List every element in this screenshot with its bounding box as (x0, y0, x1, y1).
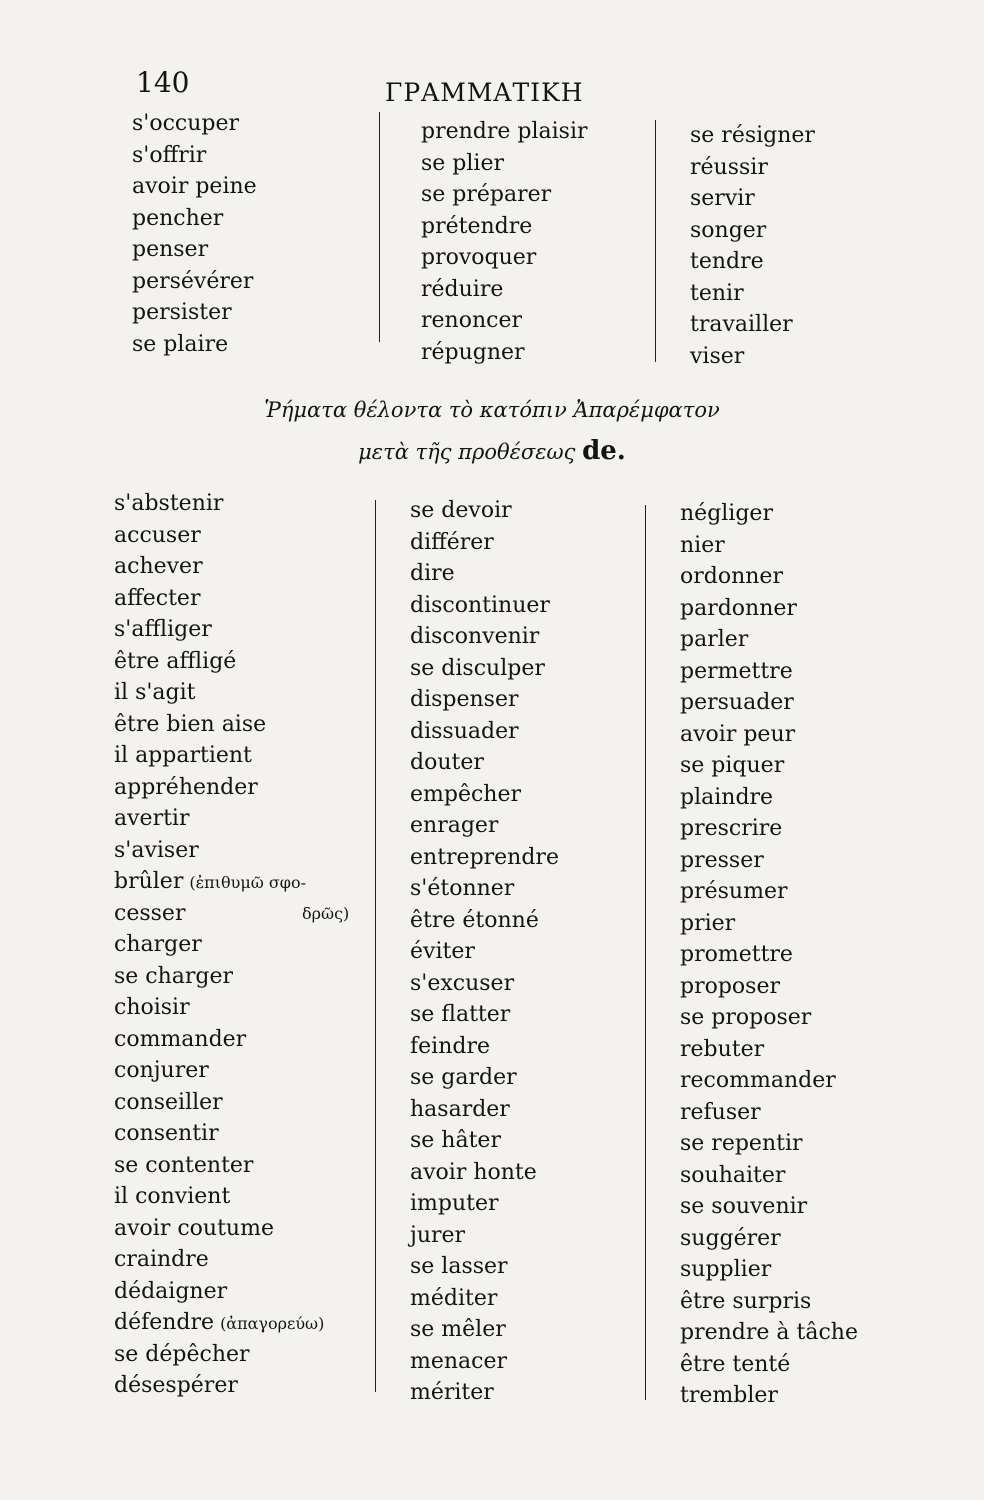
list-item: se contenter (114, 1152, 254, 1178)
list-item: consentir (114, 1121, 219, 1146)
list-item: achever (114, 554, 203, 579)
list-item: douter (410, 750, 484, 775)
column-divider (379, 112, 380, 342)
list-item: être tenté (680, 1351, 791, 1377)
preposition-de: de. (582, 436, 626, 466)
page-number: 140 (136, 66, 190, 99)
column-divider (655, 120, 656, 362)
list-item: se repentir (680, 1131, 803, 1156)
list-item: travailler (690, 312, 793, 337)
list-item: se hâter (410, 1128, 501, 1153)
list-item: dédaigner (114, 1278, 228, 1304)
main-table-col3 (680, 498, 858, 1412)
list-item: réduire (421, 276, 504, 302)
list-item: recommander (680, 1068, 836, 1093)
col1-group-c (114, 1339, 324, 1402)
list-item: éviter (410, 939, 475, 964)
list-item: trembler (680, 1383, 778, 1408)
list-item: se souvenir (680, 1194, 808, 1219)
greek-gloss: δρῶς) (302, 903, 350, 923)
list-item: répugner (421, 339, 525, 365)
list-item: plaindre (680, 784, 774, 810)
list-item: il convient (114, 1184, 231, 1209)
list-item: se devoir (410, 498, 512, 523)
list-item: appréhender (114, 774, 258, 800)
list-item: être étonné (410, 907, 539, 933)
list-item: désespérer (114, 1373, 238, 1398)
list-item: affecter (114, 585, 201, 611)
list-item: se plaire (132, 331, 229, 357)
list-item: conjurer (114, 1058, 209, 1083)
list-item: ordonner (680, 564, 783, 589)
list-item: se plier (421, 150, 504, 176)
list-item: permettre (680, 658, 793, 684)
list-item: tendre (690, 249, 764, 274)
list-item: négliger (680, 501, 773, 526)
running-head: ΓΡΑΜΜΑΤΙΚΗ (385, 78, 584, 107)
list-item: présumer (680, 879, 788, 904)
list-item: pardonner (680, 595, 797, 621)
list-item: s'aviser (114, 837, 199, 863)
list-item: avoir peur (680, 721, 796, 747)
greek-gloss: (ἀπαγορεύω) (220, 1314, 325, 1333)
list-item: pencher (132, 205, 224, 231)
list-item: être affligé (114, 648, 237, 674)
list-item: se charger (114, 963, 234, 989)
column-divider (645, 505, 646, 1400)
list-item: tenir (690, 280, 744, 306)
main-table-col1 (114, 488, 350, 1402)
list-item: songer (690, 217, 767, 243)
list-item: supplier (680, 1257, 772, 1282)
list-item: s'occuper (132, 111, 240, 136)
list-item: mériter (410, 1380, 494, 1405)
list-item: s'abstenir (114, 491, 224, 516)
list-item: avoir peine (132, 174, 257, 199)
list-item-bruler: brûler (ἐπιθυμῶ σφο- (114, 869, 307, 894)
list-item: différer (410, 529, 494, 555)
list-item: se préparer (421, 182, 552, 207)
list-item: charger (114, 932, 202, 957)
list-item: il appartient (114, 743, 252, 768)
list-item: penser (132, 237, 209, 262)
list-item: menacer (410, 1348, 508, 1374)
list-item: craindre (114, 1247, 209, 1272)
section-heading-line2: μετὰ τῆς προθέσεως (358, 440, 576, 464)
list-item: se disculper (410, 655, 545, 681)
top-table-col1 (132, 108, 257, 360)
list-item: prendre plaisir (421, 119, 588, 144)
list-item: être bien aise (114, 711, 267, 737)
list-item: parler (680, 627, 749, 652)
list-item: se garder (410, 1065, 517, 1090)
list-item: dispenser (410, 687, 519, 712)
list-item: suggérer (680, 1225, 781, 1251)
list-item: se piquer (680, 753, 785, 778)
list-item: souhaiter (680, 1162, 786, 1188)
list-item: commander (114, 1026, 247, 1052)
list-item: se lasser (410, 1254, 508, 1279)
list-item: hasarder (410, 1096, 510, 1122)
list-item: avertir (114, 806, 190, 831)
list-item: discontinuer (410, 592, 550, 618)
list-item: dissuader (410, 718, 519, 744)
list-item: presser (680, 847, 764, 873)
list-item: s'affliger (114, 617, 212, 642)
list-item-defendre: défendre (ἀπαγορεύω) (114, 1310, 325, 1335)
list-item: dire (410, 561, 455, 586)
list-item: se dépêcher (114, 1341, 250, 1367)
list-item: se proposer (680, 1005, 812, 1030)
main-table-col2 (410, 495, 559, 1409)
list-item: feindre (410, 1033, 490, 1059)
list-item: persuader (680, 690, 794, 715)
list-item: persévérer (132, 268, 254, 294)
list-item: imputer (410, 1191, 499, 1216)
list-item: proposer (680, 973, 780, 999)
section-subheading (0, 436, 984, 466)
list-item: entreprendre (410, 844, 559, 870)
list-item: prier (680, 910, 736, 936)
list-item: prendre à tâche (680, 1320, 858, 1345)
col1-group-a (114, 488, 324, 866)
list-item: réussir (690, 154, 768, 180)
greek-gloss: (ἐπιθυμῶ σφο- (189, 873, 307, 892)
list-item: provoquer (421, 245, 537, 270)
top-table-col3 (690, 120, 815, 372)
list-item: se mêler (410, 1317, 506, 1342)
list-item: s'offrir (132, 142, 207, 168)
list-item: choisir (114, 995, 190, 1020)
list-item: s'excuser (410, 970, 515, 996)
list-item: il s'agit (114, 680, 196, 705)
list-item: jurer (410, 1222, 466, 1248)
list-item: empêcher (410, 781, 522, 807)
list-item: renoncer (421, 308, 522, 333)
list-item: servir (690, 186, 755, 211)
list-item: avoir coutume (114, 1215, 274, 1241)
list-item: refuser (680, 1099, 761, 1125)
list-item: accuser (114, 522, 201, 548)
list-item: rebuter (680, 1036, 765, 1062)
list-item: enrager (410, 813, 499, 838)
list-item-cesser: cesser δρῶς) (114, 898, 324, 930)
list-item: prescrire (680, 816, 783, 841)
list-item: promettre (680, 942, 793, 967)
list-item: viser (690, 343, 745, 369)
col1-group-b (114, 929, 324, 1307)
list-item: nier (680, 532, 725, 558)
list-item: être surpris (680, 1288, 812, 1314)
list-item: se résigner (690, 123, 815, 148)
list-item: persister (132, 300, 232, 325)
list-item: prétendre (421, 213, 533, 239)
top-table-col2 (421, 116, 588, 368)
list-item: s'étonner (410, 876, 515, 901)
section-heading (0, 398, 984, 422)
list-item: méditer (410, 1285, 498, 1311)
list-item: avoir honte (410, 1159, 537, 1185)
list-item: disconvenir (410, 624, 540, 649)
list-item: se flatter (410, 1002, 511, 1027)
column-divider (375, 500, 376, 1392)
section-heading-line1: Ῥήματα θέλοντα τὸ κατόπιν Ἀπαρέμφατον (264, 398, 720, 422)
list-item: conseiller (114, 1089, 223, 1115)
